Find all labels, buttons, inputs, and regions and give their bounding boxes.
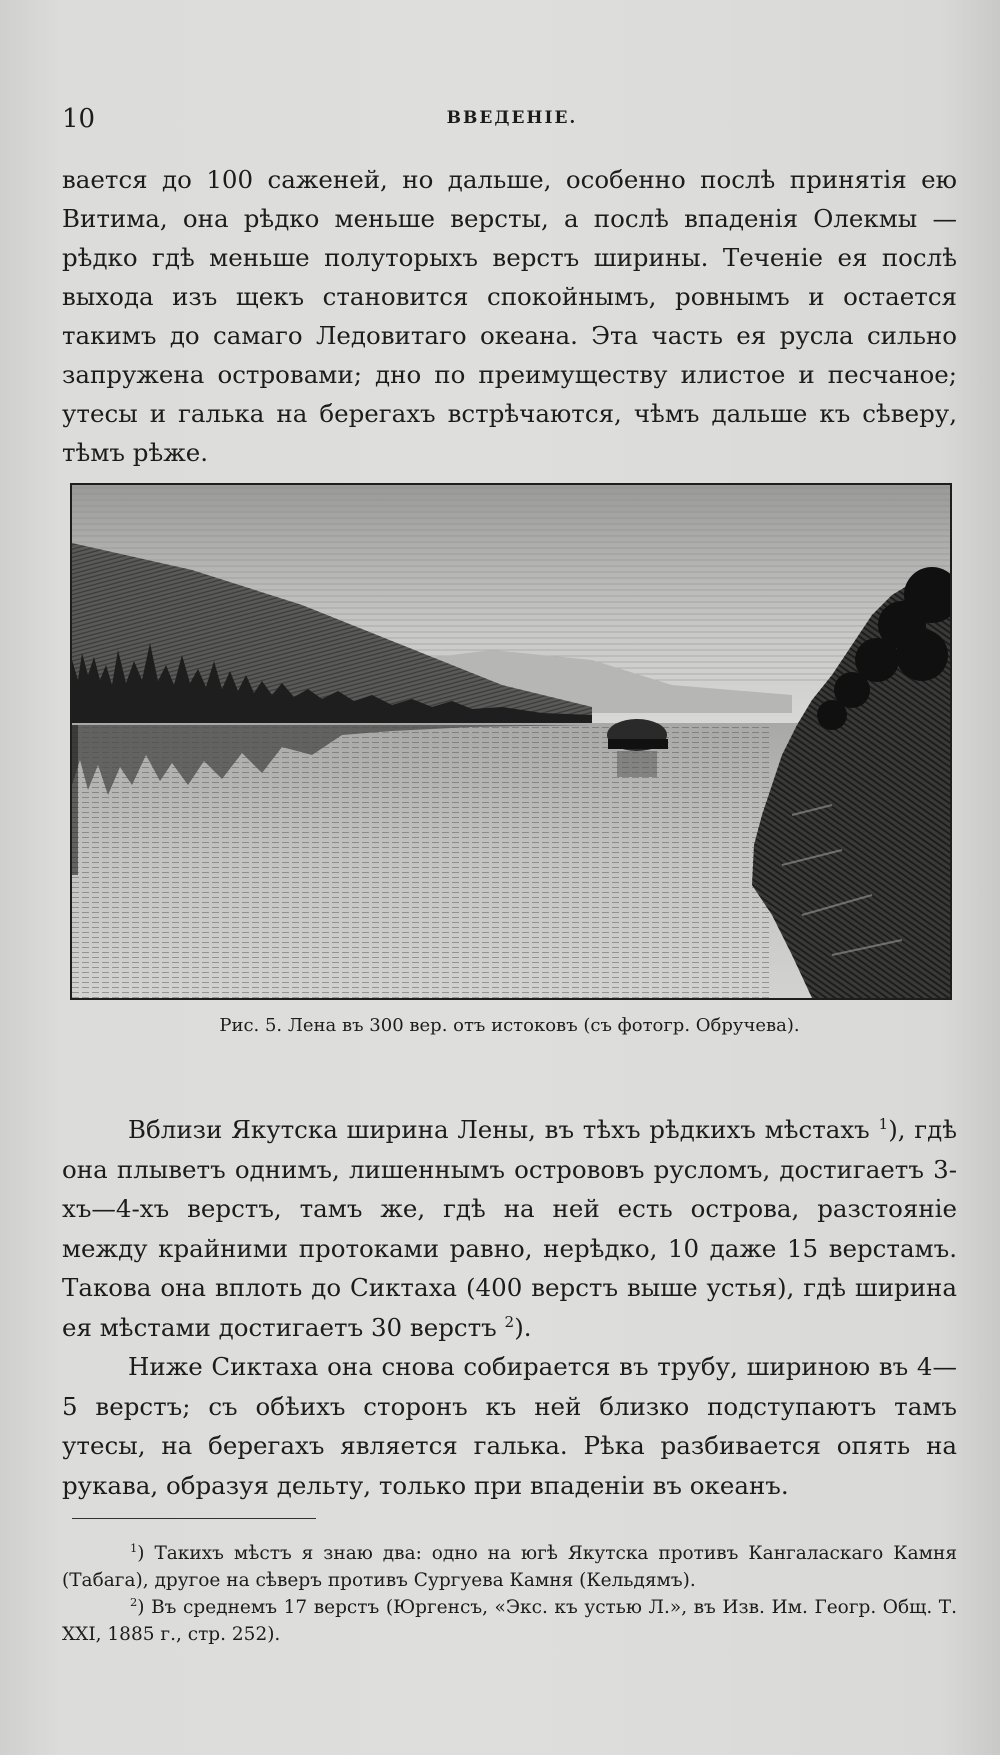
figure-caption: Рис. 5. Лена въ 300 вер. отъ истоковъ (съ фотогр. Обручева). (219, 1015, 800, 1036)
footnote-2-text: ) Въ среднемъ 17 верстъ (Юргенсъ, «Экс. къ устью Л.», въ Изв. Им. Геогр. Общ. Т. XXI, 1885 г., стр. 252). (62, 1597, 957, 1645)
footnote-ref-2[interactable]: 2 (504, 1312, 515, 1331)
page-header (62, 104, 962, 136)
paragraph-2-text-c: ). (514, 1312, 532, 1342)
running-title: ВВЕДЕНІЕ. (446, 108, 578, 128)
river-landscape-illustration (72, 485, 950, 998)
footnote-divider (72, 1518, 316, 1519)
paragraph-2 (62, 1110, 957, 1347)
footnote-2-mark: 2 (130, 1594, 138, 1609)
footnote-1-mark: 1 (130, 1540, 138, 1555)
footnote-ref-1[interactable]: 1 (878, 1114, 889, 1133)
river-engraving-figure (70, 483, 952, 1000)
page-number: 10 (62, 104, 96, 134)
paragraph-2-text-b: ), гдѣ она плыветъ однимъ, лишеннымъ острововъ русломъ, достигаетъ 3-хъ—4-хъ верстъ, тамъ же, гдѣ на ней есть острова, разстояніе между крайними протоками равно, нерѣдко, 10 даже 15 верстамъ. Такова она вплоть до Сиктаха (400 верстъ выше устья), гдѣ ширина ея мѣстами достигаетъ 30 верстъ (62, 1115, 957, 1342)
footnote-1 (62, 1540, 957, 1594)
footnotes (62, 1540, 957, 1648)
paragraph-2-text-a: Вблизи Якутска ширина Лены, въ тѣхъ рѣдкихъ мѣстахъ (128, 1115, 879, 1144)
paragraph-1: вается до 100 саженей, но дальше, особенно послѣ принятія ею Витима, она рѣдко меньше версты, а послѣ впаденія Олекмы — рѣдко гдѣ меньше полуторыхъ верстъ ширины. Теченіе ея послѣ выхода изъ щекъ становится спокойнымъ, ровнымъ и остается такимъ до самаго Ледовитаго океана. Эта часть ея русла сильно запружена островами; дно по преимуществу илистое и песчаное; утесы и галька на берегахъ встрѣчаются, чѣмъ дальше къ сѣверу, тѣмъ рѣже. (62, 165, 957, 467)
footnote-1-text: ) Такихъ мѣстъ я знаю два: одно на югѣ Якутска противъ Кангаласкаго Камня (Табага), другое на сѣверъ противъ Сургуева Камня (Кельдямъ). (62, 1543, 957, 1591)
paragraph-3: Ниже Сиктаха она снова собирается въ трубу, шириною въ 4—5 верстъ; съ обѣихъ сторонъ къ ней близко подступаютъ тамъ утесы, на берегахъ является галька. Рѣка разбивается опять на рукава, образуя дельту, только при впаденіи въ океанъ. (62, 1352, 957, 1500)
footnote-2 (62, 1594, 957, 1648)
